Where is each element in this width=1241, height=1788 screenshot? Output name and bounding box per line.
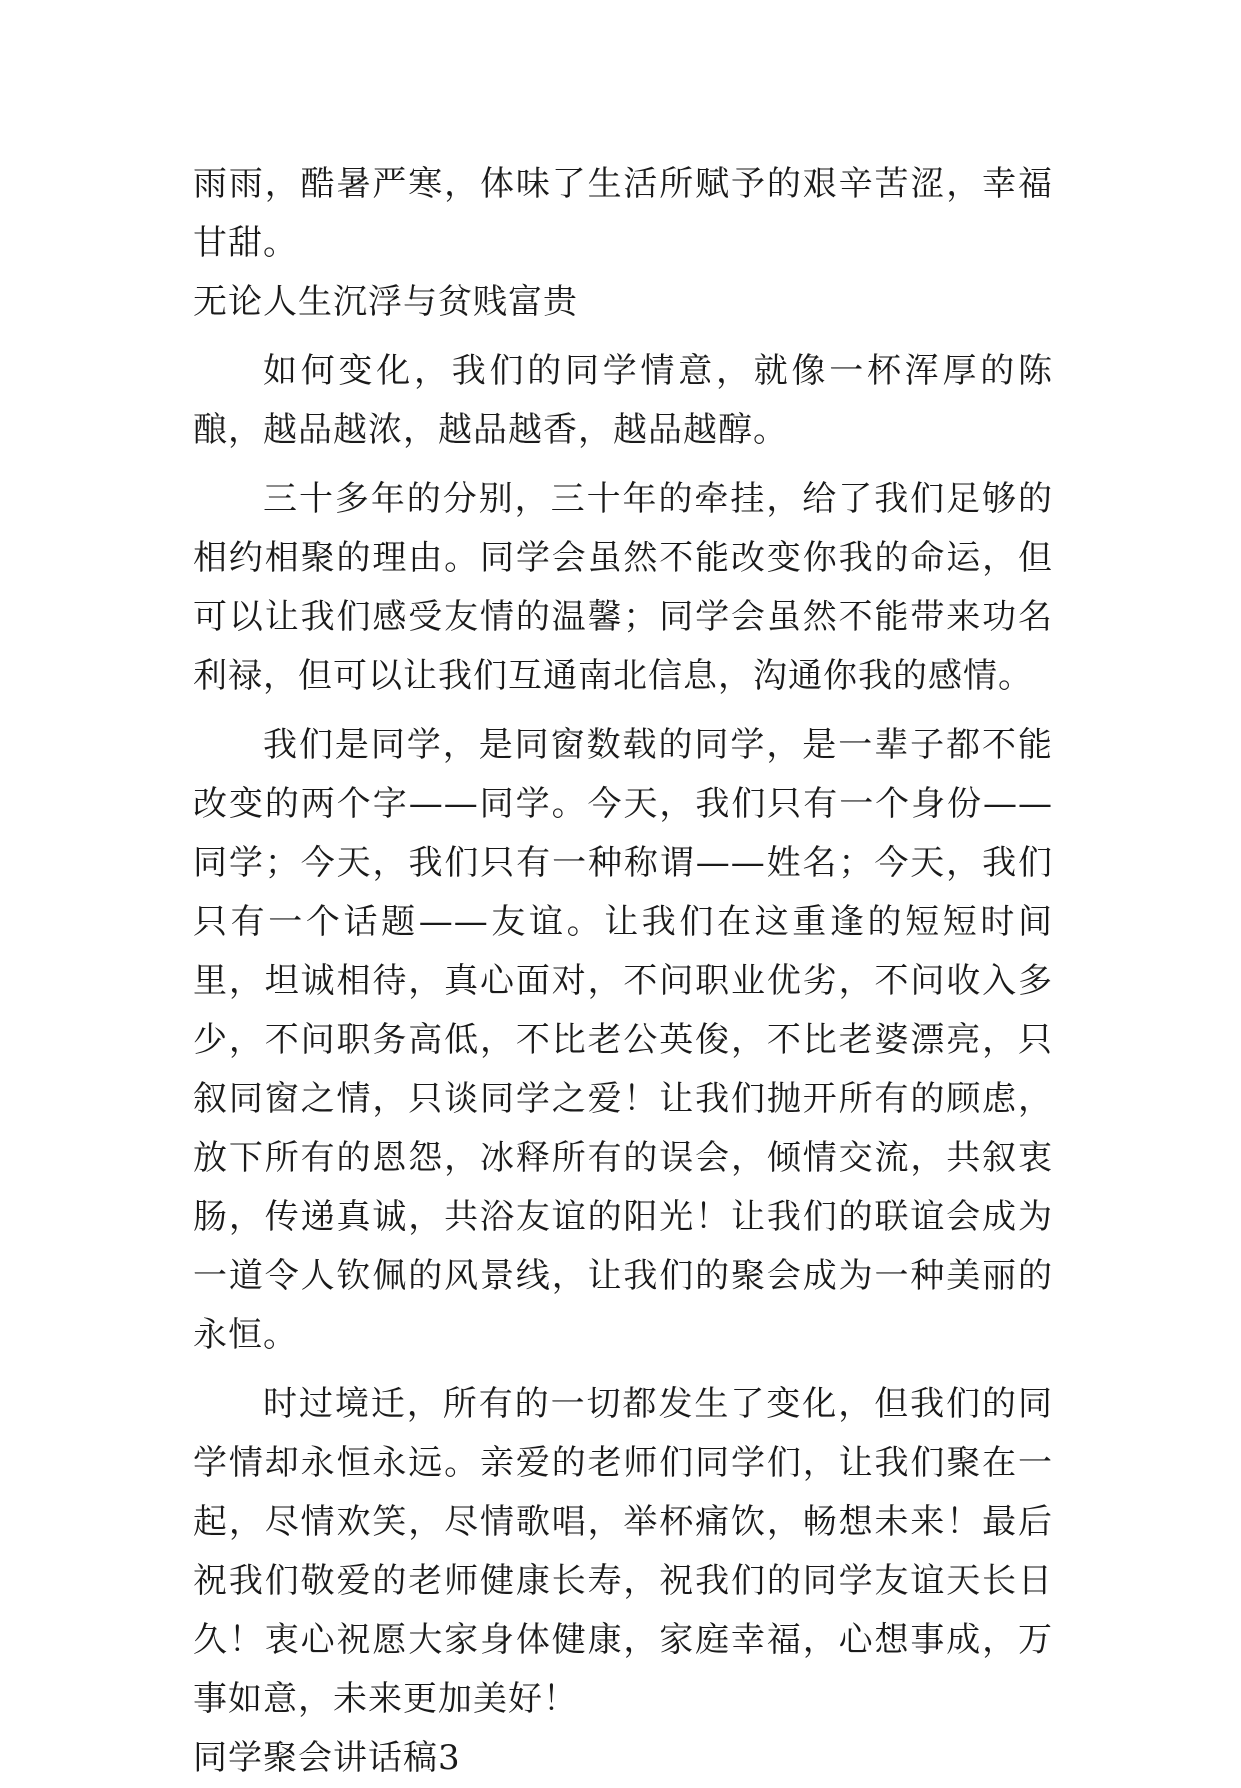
paragraph: 如何变化，我们的同学情意，就像一杯浑厚的陈酿，越品越浓，越品越香，越品越醇。: [193, 351, 1053, 450]
paragraph: 我们是同学，是同窗数载的同学，是一辈子都不能改变的两个字——同学。今天，我们只有一个身份——同学；今天，我们只有一种称谓——姓名；今天，我们只有一个话题——友谊。让我们在这重逢的短短时间里，坦诚相待，真心面对，不问职业优劣，不问收入多少，不问职务高低，不比老公英俊，不比老婆漂亮，只叙同窗之情，只谈同学之爱！让我们抛开所有的顾虑，放下所有的恩怨，冰释所有的误会，倾情交流，共叙衷肠，传递真诚，共浴友谊的阳光！让我们的联谊会成为一道令人钦佩的风景线，让我们的聚会成为一种美丽的永恒。: [193, 725, 1053, 1355]
document-body: [193, 155, 1053, 1788]
section-heading: 同学聚会讲话稿3: [193, 1738, 461, 1778]
paragraph-fragment: 无论人生沉浮与贫贱富贵: [193, 282, 578, 322]
paragraph: 三十多年的分别，三十年的牵挂，给了我们足够的相约相聚的理由。同学会虽然不能改变你我的命运，但可以让我们感受友情的温馨；同学会虽然不能带来功名利禄，但可以让我们互通南北信息，沟通你我的感情。: [193, 479, 1053, 696]
paragraph: 时过境迁，所有的一切都发生了变化，但我们的同学情却永恒永远。亲爱的老师们同学们，让我们聚在一起，尽情欢笑，尽情歌唱，举杯痛饮，畅想未来！最后祝我们敬爱的老师健康长寿，祝我们的同学友谊天长日久！衷心祝愿大家身体健康，家庭幸福，心想事成，万事如意，未来更加美好！: [193, 1384, 1053, 1719]
paragraph-continued: 雨雨，酷暑严寒，体味了生活所赋予的艰辛苦涩，幸福甘甜。: [193, 164, 1053, 263]
